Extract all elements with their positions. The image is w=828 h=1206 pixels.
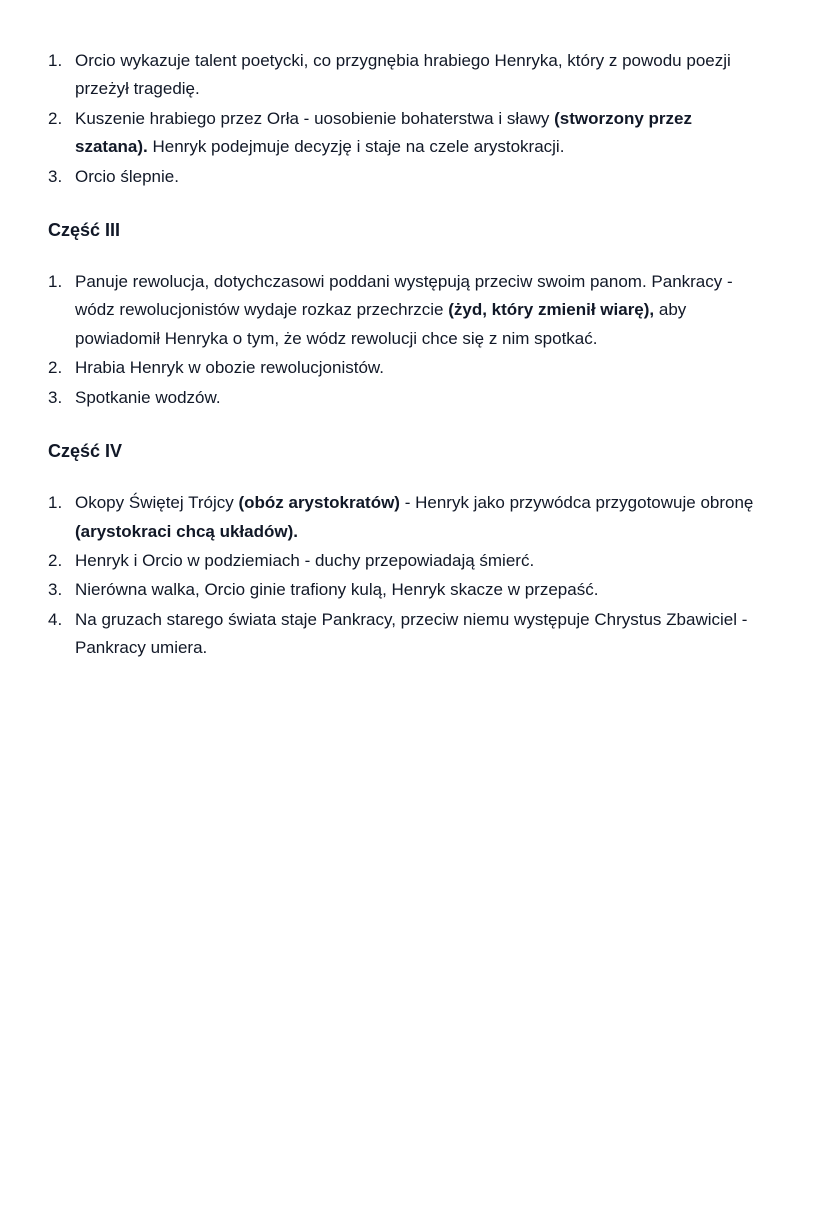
list-item-number: 2. [48, 358, 63, 378]
list-item-number: 1. [48, 51, 63, 70]
document-content [48, 47, 768, 662]
list-item-text [75, 163, 768, 191]
bold-text-segment: (arystokraci chcą układów). [75, 521, 298, 541]
list-item [48, 384, 768, 412]
list-item-number: 1. [48, 272, 63, 292]
list-item [48, 268, 768, 353]
list-item-text [75, 489, 768, 546]
list-item-number: 2. [48, 108, 63, 128]
bold-text-segment: (żyd, który zmienił wiarę), [448, 300, 655, 320]
text-segment: Panuje rewolucja, dotychczasowi poddani występują przeciw swoim panom. Pankracy - wódz rewolucjonistów wydaje rozkaz przechrzcie [75, 272, 733, 320]
list-item-text [75, 354, 768, 382]
section-heading: Część IV [48, 440, 123, 461]
list-item-text [75, 606, 768, 663]
text-segment: aby powiadomił Henryka o tym, że wódz rewolucji chce się z nim spotkać. [75, 300, 687, 348]
numbered-list [48, 268, 768, 412]
text-segment: Nierówna walka, Orcio ginie trafiony kulą, Henryk skacze w przepaść. [75, 580, 599, 600]
text-segment: Henryk i Orcio w podziemiach - duchy przepowiadają śmierć. [75, 550, 535, 570]
list-item [48, 489, 768, 546]
list-item-text [75, 268, 768, 353]
list-item-number: 3. [48, 580, 63, 600]
text-segment: Okopy Świętej Trójcy [75, 493, 239, 513]
numbered-list [48, 489, 768, 662]
bold-text-segment: (obóz arystokratów) [238, 493, 400, 513]
text-segment: - Henryk jako przywódca przygotowuje obronę [399, 493, 754, 513]
list-item-number: 4. [48, 609, 63, 629]
text-segment: Na gruzach starego świata staje Pankracy, przeciw niemu występuje Chrystus Zbawiciel - Pankracy umiera. [75, 609, 748, 657]
list-item [48, 606, 768, 663]
list-item-number: 3. [48, 166, 63, 186]
list-item-text [75, 105, 768, 162]
list-item [48, 163, 768, 191]
list-item-number: 3. [48, 387, 63, 407]
list-item [48, 354, 768, 382]
section-heading: Część III [48, 219, 121, 240]
text-segment: Spotkanie wodzów. [75, 387, 221, 407]
list-item [48, 576, 768, 604]
text-segment: Henryk podejmuje decyzję i staje na czele arystokracji. [147, 137, 565, 157]
numbered-list [48, 47, 768, 191]
text-segment: Hrabia Henryk w obozie rewolucjonistów. [75, 358, 384, 378]
list-item [48, 105, 768, 162]
text-segment: Kuszenie hrabiego przez Orła - uosobienie bohaterstwa i sławy [75, 108, 555, 128]
list-item [48, 47, 768, 104]
text-segment: Orcio wykazuje talent poetycki, co przygnębia hrabiego Henryka, który z powodu poezji przeżył tragedię. [75, 51, 731, 99]
list-item-text [75, 547, 768, 575]
bold-text-segment: (stworzony przez szatana). [75, 108, 692, 157]
list-item-text [75, 384, 768, 412]
list-item-text [75, 576, 768, 604]
list-item-number: 2. [48, 550, 63, 570]
list-item-number: 1. [48, 493, 63, 513]
text-segment: Orcio ślepnie. [75, 166, 179, 186]
list-item-text [75, 47, 768, 104]
list-item [48, 547, 768, 575]
